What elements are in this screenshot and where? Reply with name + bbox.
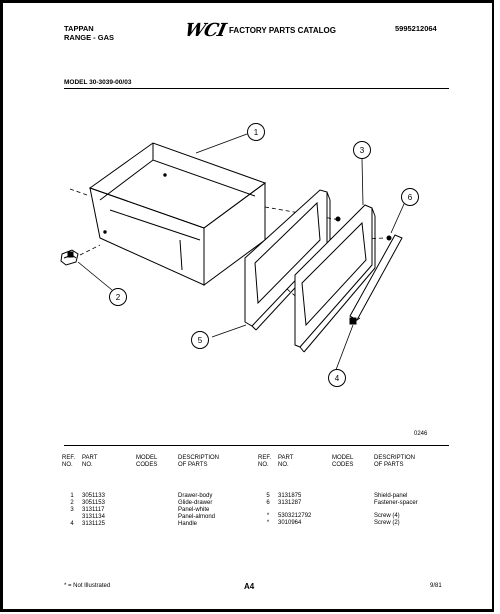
header-ref: REF. (258, 455, 272, 461)
header-of-parts: OF PARTS (178, 462, 208, 468)
header-part: PART (278, 455, 294, 461)
table-divider (64, 445, 449, 446)
header-codes: CODES (136, 462, 158, 468)
table-row: * 5303212792 Screw (4) (266, 513, 400, 519)
table-row: 3131134 Panel-almond (82, 514, 216, 520)
catalog-title-block (182, 20, 336, 41)
catalog-title: FACTORY PARTS CATALOG (228, 26, 336, 35)
callout-2-label: 2 (115, 293, 121, 302)
product-type: RANGE - GAS (64, 33, 115, 42)
document-number: 5995212064 (395, 24, 437, 33)
header-of-parts: OF PARTS (374, 462, 404, 468)
header-model: MODEL (332, 455, 354, 461)
wci-logo: WCI (182, 20, 228, 41)
table-row: 3 3131117 Panel-white (70, 507, 210, 513)
callout-6-label: 6 (407, 193, 413, 202)
figure-code: 0246 (414, 431, 428, 437)
callout-1 (248, 124, 265, 141)
callout-4-label: 4 (334, 374, 340, 383)
table-header (62, 455, 258, 469)
exploded-parts-diagram (0, 95, 500, 435)
parts-table-right (258, 455, 454, 527)
header-model: MODEL (136, 455, 158, 461)
table-row: * 3010964 Screw (2) (266, 520, 400, 526)
header-description: DESCRIPTION (178, 455, 220, 461)
callout-6 (402, 189, 419, 206)
header-part-no: NO. (278, 462, 289, 468)
callout-4 (329, 370, 346, 387)
callout-5-label: 5 (197, 336, 203, 345)
brand-name: TAPPAN (64, 24, 94, 33)
callout-5 (192, 332, 209, 349)
header-brand-block (64, 24, 114, 42)
callout-3-label: 3 (359, 146, 365, 155)
table-row: 5 3131875 Shield-panel (266, 493, 408, 499)
header-codes: CODES (332, 462, 354, 468)
callout-3 (354, 142, 371, 159)
drawer-body-drawing (90, 143, 265, 285)
page-number: A4 (244, 582, 255, 591)
callout-1-label: 1 (253, 128, 259, 137)
table-row: 1 3051133 Drawer-body (70, 493, 213, 499)
table-row: 4 3131125 Handle (70, 521, 198, 527)
table-row: 6 3131287 Fastener-spacer (266, 500, 418, 506)
table-row: 2 3051153 Glide-drawer (70, 500, 213, 506)
callout-2 (110, 289, 127, 306)
not-illustrated-note: * = Not Illustrated (64, 583, 111, 589)
header-part: PART (82, 455, 98, 461)
glide-drawing (61, 250, 78, 265)
header-ref-no: NO. (258, 462, 269, 468)
revision-date: 9/81 (430, 583, 442, 589)
top-divider (64, 88, 449, 89)
header-description: DESCRIPTION (374, 455, 416, 461)
header-ref: REF. (62, 455, 76, 461)
header-part-no: NO. (82, 462, 93, 468)
table-header (258, 455, 454, 469)
header-ref-no: NO. (62, 462, 73, 468)
parts-table-left (62, 455, 258, 528)
model-number: MODEL 30-3039-00/03 (64, 79, 132, 86)
